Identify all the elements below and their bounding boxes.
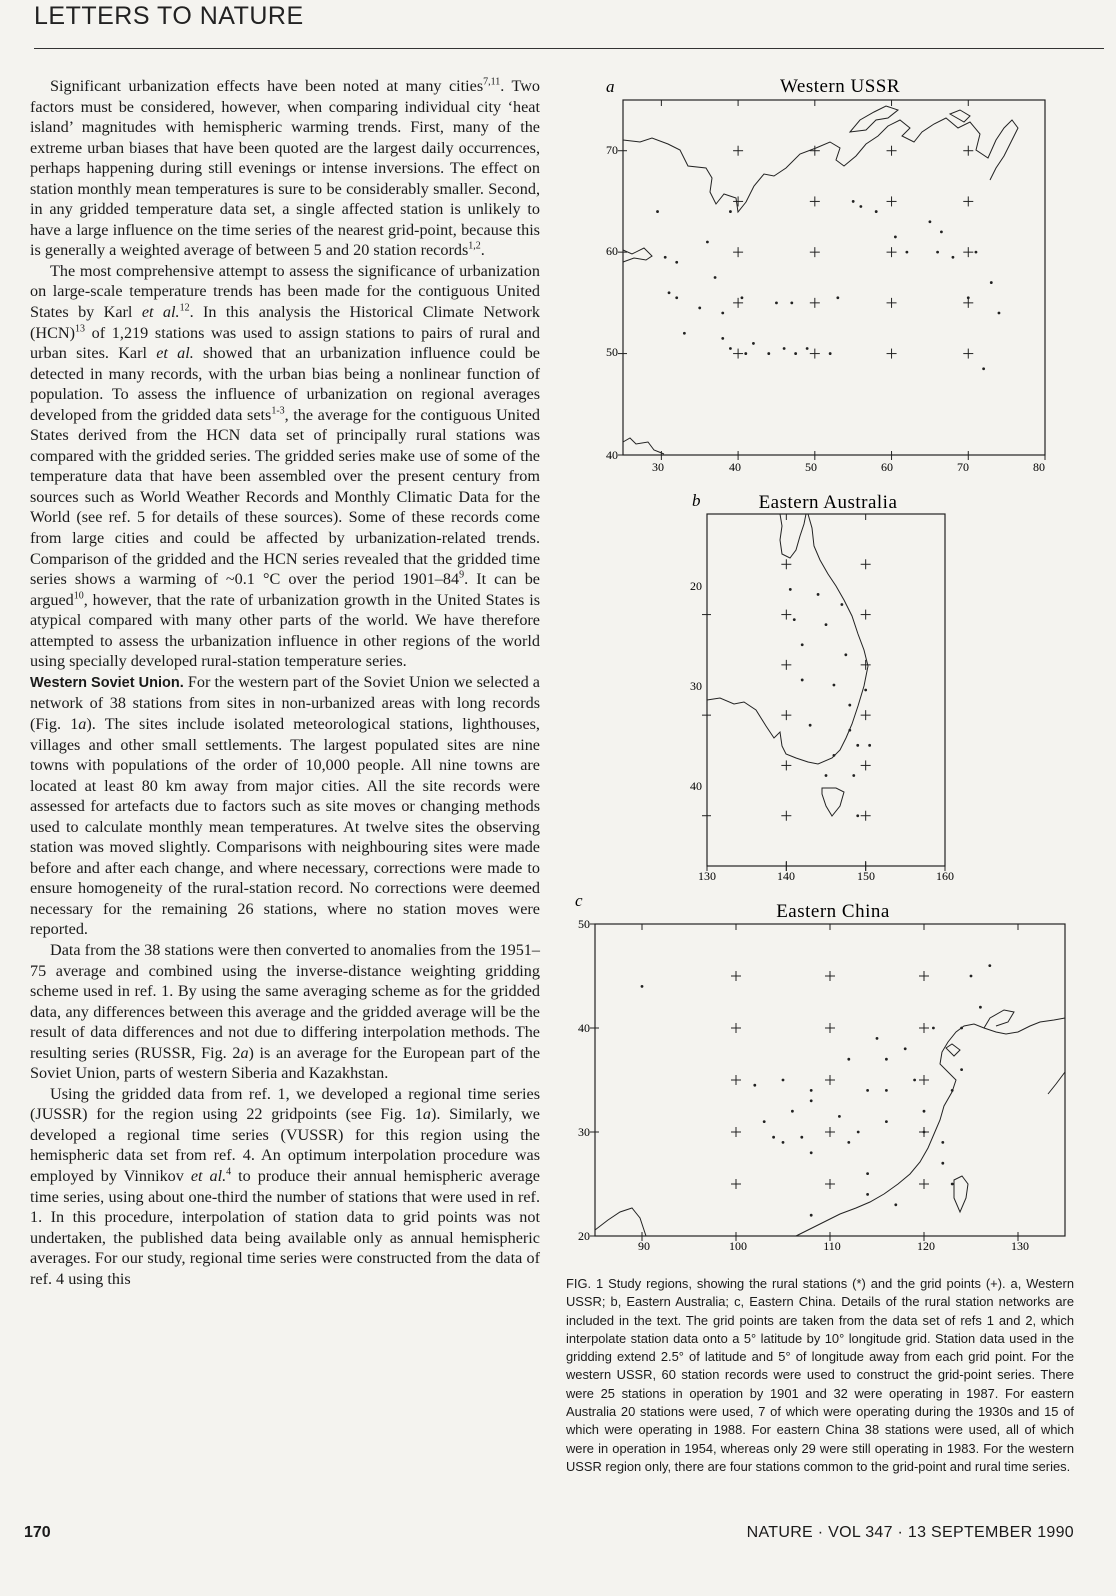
station-marker (847, 1058, 850, 1061)
station-marker (885, 1089, 888, 1092)
station-marker (970, 975, 973, 978)
grid-point-marker (861, 811, 871, 821)
station-marker (982, 367, 985, 370)
ref-superscript: 9 (459, 569, 465, 581)
y-tick-labels (578, 917, 590, 1243)
grid-point-marker (825, 1179, 835, 1189)
station-marker (848, 704, 851, 707)
station-marker (936, 251, 939, 254)
grid-point-marker (963, 247, 973, 257)
panel-letter: b (692, 491, 701, 510)
station-marker (847, 1141, 850, 1144)
grid-point-marker (963, 298, 973, 308)
grid-point-marker (887, 146, 897, 156)
station-marker (856, 744, 859, 747)
station-marker (729, 210, 732, 213)
station-marker (838, 1115, 841, 1118)
panel-letter: a (606, 77, 615, 96)
x-tick-labels (652, 460, 1045, 474)
station-marker (940, 230, 943, 233)
grid-point-marker (825, 1075, 835, 1085)
grid-point-marker (919, 1023, 929, 1033)
station-marker (668, 291, 671, 294)
grid-point-marker (963, 196, 973, 206)
station-marker (929, 220, 932, 223)
station-marker (729, 347, 732, 350)
grid-point-marker (781, 710, 791, 720)
station-marker (988, 964, 991, 967)
station-marker (894, 236, 897, 239)
station-marker (806, 347, 809, 350)
tick-label-lon-90: 90 (638, 1239, 650, 1253)
station-marker (767, 352, 770, 355)
station-marker (866, 1193, 869, 1196)
figure-caption (566, 1275, 1074, 1476)
tick-label-lon-70: 70 (957, 460, 969, 474)
tick-label-lon-60: 60 (881, 460, 893, 474)
grid-point-marker (919, 1179, 929, 1189)
grid-point-marker (731, 971, 741, 981)
station-marker (866, 1172, 869, 1175)
grid-point-marker (781, 610, 791, 620)
station-marker (810, 1099, 813, 1102)
tick-label-lat-40: 40 (578, 1021, 590, 1035)
caption-text: Study regions, showing the rural stations (*) and the grid points (+). a, Western USSR; b, Eastern Australia; c, Eastern China. Details of the rural station networks are included in the text. The grid points are taken from the data set of refs 1 and 2, which interpolate station data onto a 5° latitude by 10° longitude grid. Station data used in the gridding extend 2.5° of latitude and 5° of longitude away from each grid point. For the western USSR, 60 station records were used to construct the grid-point series. There were 25 stations in operation by 1901 and 32 were operating in 1987. For eastern Australia 20 stations were used, 7 of which were operating during the 1930s and 15 of which were operating in 1988. For eastern China 38 stations were used, all of which were in operation in 1954, whereas only 29 were still operating in 1983. For the western USSR region only, there are four stations common to the grid-point and rural time series. (566, 1276, 1074, 1474)
station-marker (794, 352, 797, 355)
paragraph-3: Western Soviet Union. For the western part of the Soviet Union we selected a network of 38 stations from sites in non-urbanized areas with long records (Fig. 1a). The sites include isolated meteorological stations, lighthouses, villages and other small settlements. The largest populated sites are nine towns with populations of the order of 10,000 people. All nine towns are located at least 80 km away from major cities. All the site records were assessed for artefacts due to factors such as site moves or changing methods used to calculate monthly mean temperatures. At twelve sites the observing station was moved slightly. Comparisons with neighbouring sites were made before and after each change, and where necessary, corrections were made to ensure homogeneity of the rural-station record. No corrections were deemed necessary for the remaining 26 stations, where no station moves were reported. (30, 672, 540, 939)
grid-point-marker (861, 660, 871, 670)
grid-point-marker (861, 610, 871, 620)
paragraph-1: Significant urbanization effects have been noted at many cities$^{7,11}$. Two factors must be considered, however, when comparing individual city ‘heat island’ magnitudes with hemispheric warming trends. First, many of the extreme urban biases that have been quoted are the largest daily occurrences, perhaps happening during still evenings or intense inversions. The effect on station monthly mean temperatures is sure to be considerably smaller. Second, in any gridded temperature data set, a single affected station is unlikely to have a large influence on the time series of the nearest grid-point, because this is generally a weighted average of between 5 and 20 station records$^{1,2}$. (30, 76, 540, 260)
station-marker (905, 251, 908, 254)
station-marker (856, 814, 859, 817)
grid-point-marker (781, 559, 791, 569)
tick-label-lat-20: 20 (690, 579, 702, 593)
grid-point-marker (825, 1127, 835, 1137)
station-marker (866, 1089, 869, 1092)
grid-point-marker (825, 1023, 835, 1033)
station-marker (979, 1006, 982, 1009)
station-marker (885, 1058, 888, 1061)
y-tick-labels (606, 143, 618, 462)
station-marker (952, 256, 955, 259)
tick-label-lat-50: 50 (578, 917, 590, 931)
ref-superscript: 13 (74, 323, 85, 335)
station-marker (810, 1089, 813, 1092)
station-marker (998, 312, 1001, 315)
station-marker (829, 352, 832, 355)
station-marker (960, 1068, 963, 1071)
station-marker (868, 744, 871, 747)
grid-point-marker (963, 146, 973, 156)
station-marker (721, 337, 724, 340)
tick-label-lon-140: 140 (777, 869, 795, 883)
grid-point-marker (733, 146, 743, 156)
grid-point-marker (810, 349, 820, 359)
grid-point-marker (810, 247, 820, 257)
grid-point-marker (887, 298, 897, 308)
run-in-heading: Western Soviet Union. (30, 674, 184, 691)
grid-point-marker (731, 1023, 741, 1033)
station-marker (904, 1047, 907, 1050)
panel-title: Western USSR (779, 76, 901, 97)
panel-title: Eastern China (776, 901, 890, 922)
grid-point-marker (810, 196, 820, 206)
panel-title: Eastern Australia (758, 492, 898, 513)
tick-label-lat-60: 60 (606, 244, 618, 258)
tick-label-lon-30: 30 (652, 460, 664, 474)
tick-label-lon-130: 130 (698, 869, 716, 883)
station-marker (783, 347, 786, 350)
header-rule (34, 48, 1104, 49)
station-marker (923, 1110, 926, 1113)
station-marker (825, 774, 828, 777)
station-marker (656, 210, 659, 213)
station-marker (913, 1079, 916, 1082)
x-tick-labels (638, 1239, 1029, 1253)
grid-point-marker (731, 1179, 741, 1189)
tick-label-lon-40: 40 (729, 460, 741, 474)
grid-point-marker (919, 1075, 929, 1085)
station-marker (864, 689, 867, 692)
station-marker (852, 200, 855, 203)
ref-superscript: 1,2 (468, 240, 481, 252)
station-marker (800, 1136, 803, 1139)
station-marker (752, 342, 755, 345)
map-panel-eastern-china (560, 891, 1100, 1264)
section-heading: LETTERS TO NATURE (34, 2, 304, 30)
paragraph-4: Data from the 38 stations were then converted to anomalies from the 1951–75 average and combined using the inverse-distance weighting gridding scheme used in ref. 1. By using the same averaging scheme as for the gridded data, any differences between this average and the gridded average will be the result of data differences and not due to differing interpolation methods. The resulting series (RUSSR, Fig. 2a) is an average for the European part of the Soviet Union, parts of western Siberia and Kazakhstan. (30, 940, 541, 1083)
station-marker (664, 256, 667, 259)
journal-footer: NATURE · VOL 347 · 13 SEPTEMBER 1990 (746, 1524, 1074, 1541)
tick-label-lat-70: 70 (606, 143, 618, 157)
station-marker (852, 774, 855, 777)
station-marker (706, 241, 709, 244)
station-marker (801, 679, 804, 682)
station-marker (967, 296, 970, 299)
x-ticks (661, 100, 1045, 460)
body-column-left (30, 76, 540, 1289)
station-marker (763, 1120, 766, 1123)
station-marker (941, 1141, 944, 1144)
tick-label-lat-30: 30 (578, 1125, 590, 1139)
y-tick-labels (690, 579, 702, 793)
coastline (595, 1010, 1065, 1236)
station-marker (772, 1136, 775, 1139)
tick-label-lon-80: 80 (1033, 460, 1045, 474)
tick-label-lon-130: 130 (1011, 1239, 1029, 1253)
station-marker (810, 1151, 813, 1154)
grid-points (731, 971, 929, 1189)
station-marker (844, 653, 847, 656)
grid-point-marker (810, 298, 820, 308)
station-marker (675, 296, 678, 299)
station-marker (641, 985, 644, 988)
station-marker (951, 1089, 954, 1092)
station-marker (875, 210, 878, 213)
panel-letter: c (575, 891, 583, 910)
grid-point-marker (887, 349, 897, 359)
station-marker (894, 1203, 897, 1206)
station-marker (782, 1141, 785, 1144)
tick-label-lon-50: 50 (805, 460, 817, 474)
station-marker (721, 312, 724, 315)
station-marker (840, 603, 843, 606)
coastline (623, 106, 1018, 454)
station-marker (789, 588, 792, 591)
station-marker (782, 1079, 785, 1082)
rural-stations (641, 964, 992, 1216)
grid-point-marker (781, 811, 791, 821)
caption-label: FIG. 1 (566, 1276, 604, 1291)
grid-point-marker (733, 298, 743, 308)
rural-stations (656, 200, 1000, 370)
grid-point-marker (781, 760, 791, 770)
grid-point-marker (861, 760, 871, 770)
figure-1 (560, 70, 1100, 1270)
grid-point-marker (825, 971, 835, 981)
station-marker (990, 281, 993, 284)
x-ticks (707, 514, 945, 871)
ref-superscript: 1-3 (271, 405, 285, 417)
station-marker (801, 643, 804, 646)
paragraph-5: Using the gridded data from ref. 1, we developed a regional time series (JUSSR) for the region using 22 gridpoints (see Fig. 1a). Similarly, we developed a regional time series (VUSSR) for this region using the hemispheric data set from ref. 4. An optimum interpolation procedure was employed by Vinnikov et al.$^4$ to produce their annual hemispheric average time series, using about one-third the number of stations that were used in ref. 1. In this procedure, interpolation of station data to grid points was not undertaken, the published data being available only as annual hemispheric averages. For our study, regional time series were constructed from the data of ref. 4 using this (30, 1084, 540, 1288)
grid-point-marker (861, 710, 871, 720)
grid-point-marker (887, 247, 897, 257)
tick-label-lat-40: 40 (606, 448, 618, 462)
station-marker (791, 1110, 794, 1113)
tick-label-lon-160: 160 (936, 869, 954, 883)
station-marker (951, 1183, 954, 1186)
station-marker (876, 1037, 879, 1040)
station-marker (753, 1084, 756, 1087)
station-marker (793, 618, 796, 621)
station-marker (923, 1131, 926, 1134)
station-marker (833, 754, 836, 757)
station-marker (836, 296, 839, 299)
station-marker (859, 205, 862, 208)
grid-point-marker (733, 247, 743, 257)
station-marker (857, 1131, 860, 1134)
ref-superscript: 12 (179, 302, 190, 314)
paragraph-2: The most comprehensive attempt to assess the significance of urbanization on large-scale temperature trends has been made for the contiguous United States by Karl et al.$^{12}$. In this analysis the Historical Climate Network (HCN)$^{13}$ of 1,219 stations was used to assign stations to pairs of rural and urban sites. Karl et al. showed that an urbanization influence could be detected in many records, with the urban bias being a nonlinear function of population. To assess the influence of urbanization on regional averages developed from the gridded data sets$^{1-3}$, the average for the contiguous United States derived from the HCN data set of principally rural stations was compared with the gridded series. The gridded series make use of some of the temperature data that have been assembled over the present century from sources such as World Weather Records and Monthly Climatic Data for the World (see ref. 5 for details of these sources). Some of these records come from large cities and could be affected by urbanization-related trends. Comparison of the gridded and the HCN series revealed that the gridded time series shows a warming of ~0.1 °C over the period $1901-84^9$. It can be argued$^{10}$, however, that the rate of urbanization growth in the United States is atypical compared with many other parts of the world. We have therefore attempted to assess the urbanization influence in other regions of the world using specially developed rural-station temperature series. (30, 261, 541, 671)
tick-label-lon-120: 120 (917, 1239, 935, 1253)
grid-point-marker (861, 559, 871, 569)
station-marker (675, 261, 678, 264)
tick-label-lat-20: 20 (578, 1229, 590, 1243)
grid-point-marker (887, 196, 897, 206)
station-marker (744, 352, 747, 355)
station-marker (932, 1027, 935, 1030)
ref-superscript: 7,11 (483, 76, 501, 88)
grid-point-marker (963, 349, 973, 359)
grid-point-marker (731, 1127, 741, 1137)
grid-points (781, 559, 870, 871)
grid-point-marker (781, 660, 791, 670)
station-marker (825, 623, 828, 626)
map-panel-eastern-australia (560, 488, 1100, 888)
map-frame (707, 514, 945, 866)
grid-point-marker (919, 971, 929, 981)
ref-superscript: 4 (226, 1166, 232, 1178)
tick-label-lat-30: 30 (690, 679, 702, 693)
station-marker (810, 1214, 813, 1217)
page-number: 170 (24, 1524, 51, 1541)
grid-point-marker (731, 1075, 741, 1085)
x-tick-labels (698, 869, 954, 883)
station-marker (975, 251, 978, 254)
tick-label-lat-50: 50 (606, 345, 618, 359)
station-marker (817, 593, 820, 596)
station-marker (848, 729, 851, 732)
station-marker (683, 332, 686, 335)
station-marker (775, 301, 778, 304)
tick-label-lon-150: 150 (857, 869, 875, 883)
tick-label-lon-100: 100 (729, 1239, 747, 1253)
station-marker (698, 307, 701, 310)
station-marker (790, 301, 793, 304)
station-marker (941, 1162, 944, 1165)
station-marker (741, 296, 744, 299)
station-marker (833, 684, 836, 687)
station-marker (809, 724, 812, 727)
station-marker (960, 1027, 963, 1030)
ref-superscript: 10 (73, 590, 84, 602)
tick-label-lat-40: 40 (690, 779, 702, 793)
station-marker (714, 276, 717, 279)
grid-point-marker (733, 349, 743, 359)
tick-label-lon-110: 110 (823, 1239, 841, 1253)
map-panel-western-ussr (560, 70, 1100, 480)
station-marker (885, 1120, 888, 1123)
